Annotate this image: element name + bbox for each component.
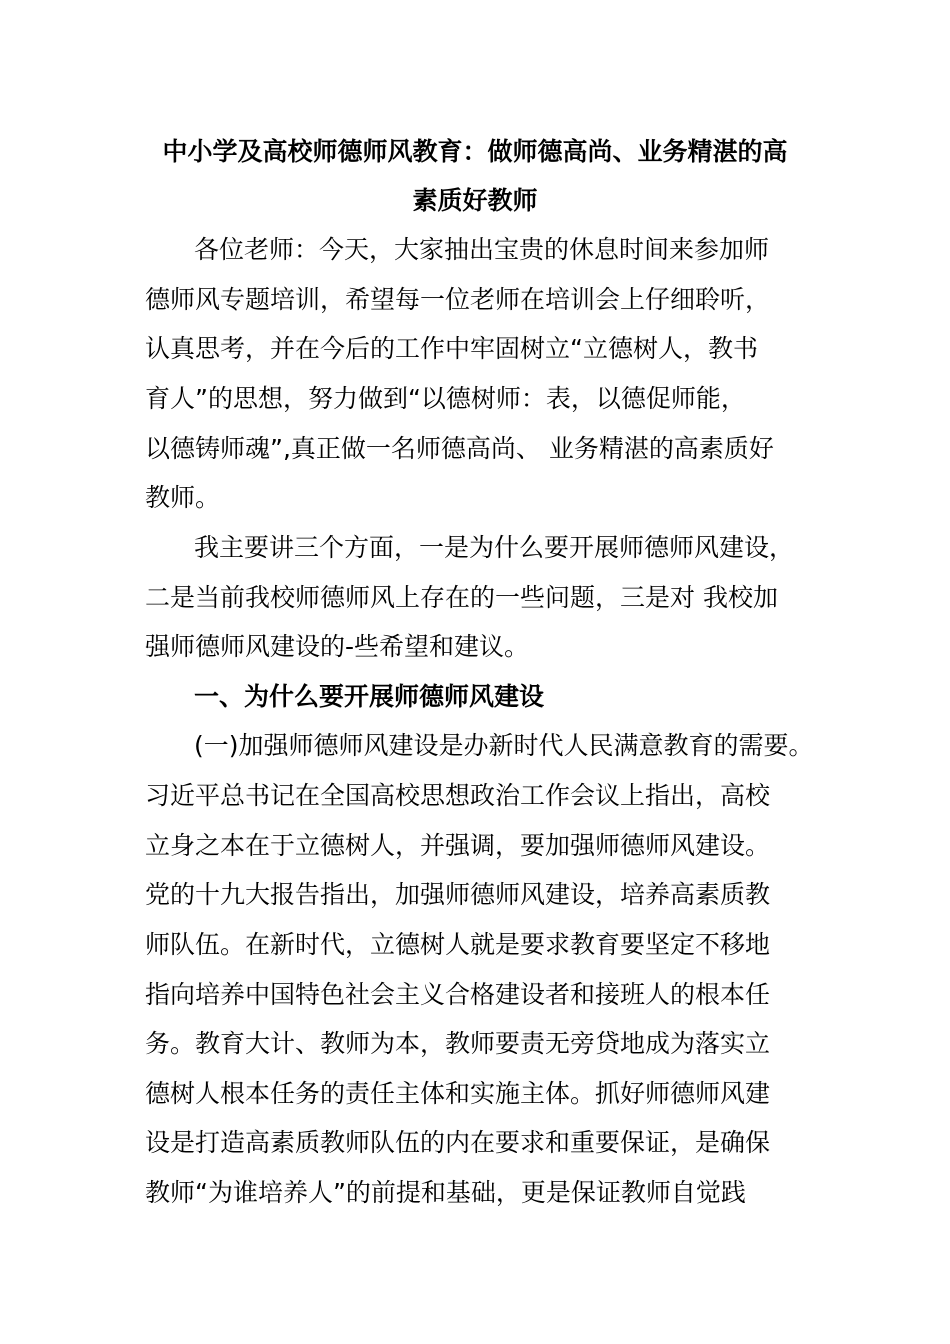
paragraph-3-line: 习近平总书记在全国高校思想政治工作会议上指出，高校 — [145, 781, 771, 810]
paragraph-3-line: 设是打造高素质教师队伍的内在要求和重要保证，是确保 — [145, 1128, 771, 1157]
document-title-line-2: 素质好教师 — [412, 186, 538, 215]
paragraph-3-line: 师队伍。在新时代，立德树人就是要求教育要坚定不移地 — [145, 930, 771, 959]
paragraph-3-line: 立身之本在于立德树人，并强调，要加强师德师风建设。 — [145, 831, 771, 860]
document-title-line-1: 中小学及高校师德师风教育：做师德高尚、业务精湛的高 — [162, 137, 788, 166]
paragraph-1-line: 育人”的思想，努力做到“以德树师：表，以德促师能， — [145, 384, 746, 413]
paragraph-2-line: 二是当前我校师德师风上存在的一些问题，三是对 我校加 — [145, 583, 778, 612]
paragraph-1-line: 教师。 — [145, 483, 221, 512]
paragraph-3-line: 德树人根本任务的责任主体和实施主体。抓好师德师风建 — [145, 1079, 771, 1108]
section-heading: 一、为什么要开展师德师风建设 — [194, 682, 545, 711]
paragraph-3-line: 党的十九大报告指出，加强师德师风建设，培养高素质教 — [145, 880, 771, 909]
paragraph-1-line: 德师风专题培训，希望每一位老师在培训会上仔细聆听， — [145, 285, 771, 314]
paragraph-2-line: 强师德师风建设的-些希望和建议。 — [145, 632, 530, 661]
paragraph-2-line: 我主要讲三个方面，一是为什么要开展师德师风建设， — [194, 533, 795, 562]
paragraph-3-line: 指向培养中国特色社会主义合格建设者和接班人的根本任 — [145, 980, 771, 1009]
paragraph-3-line: 务。教育大计、教师为本，教师要责无旁贷地成为落实立 — [145, 1029, 771, 1058]
paragraph-1-line: 以德铸师魂”,真正做一名师德高尚、 业务精湛的高素质好 — [145, 434, 774, 463]
paragraph-1-line: 各位老师：今天，大家抽出宝贵的休息时间来参加师 — [194, 235, 770, 264]
paragraph-1-line: 认真思考，并在今后的工作中牢固树立“立德树人，教书 — [145, 334, 758, 363]
paragraph-3-line: 教师“为谁培养人”的前提和基础，更是保证教师自觉践 — [145, 1178, 746, 1207]
paragraph-3-line: (一)加强师德师风建设是办新时代人民满意教育的需要。 — [194, 731, 814, 760]
